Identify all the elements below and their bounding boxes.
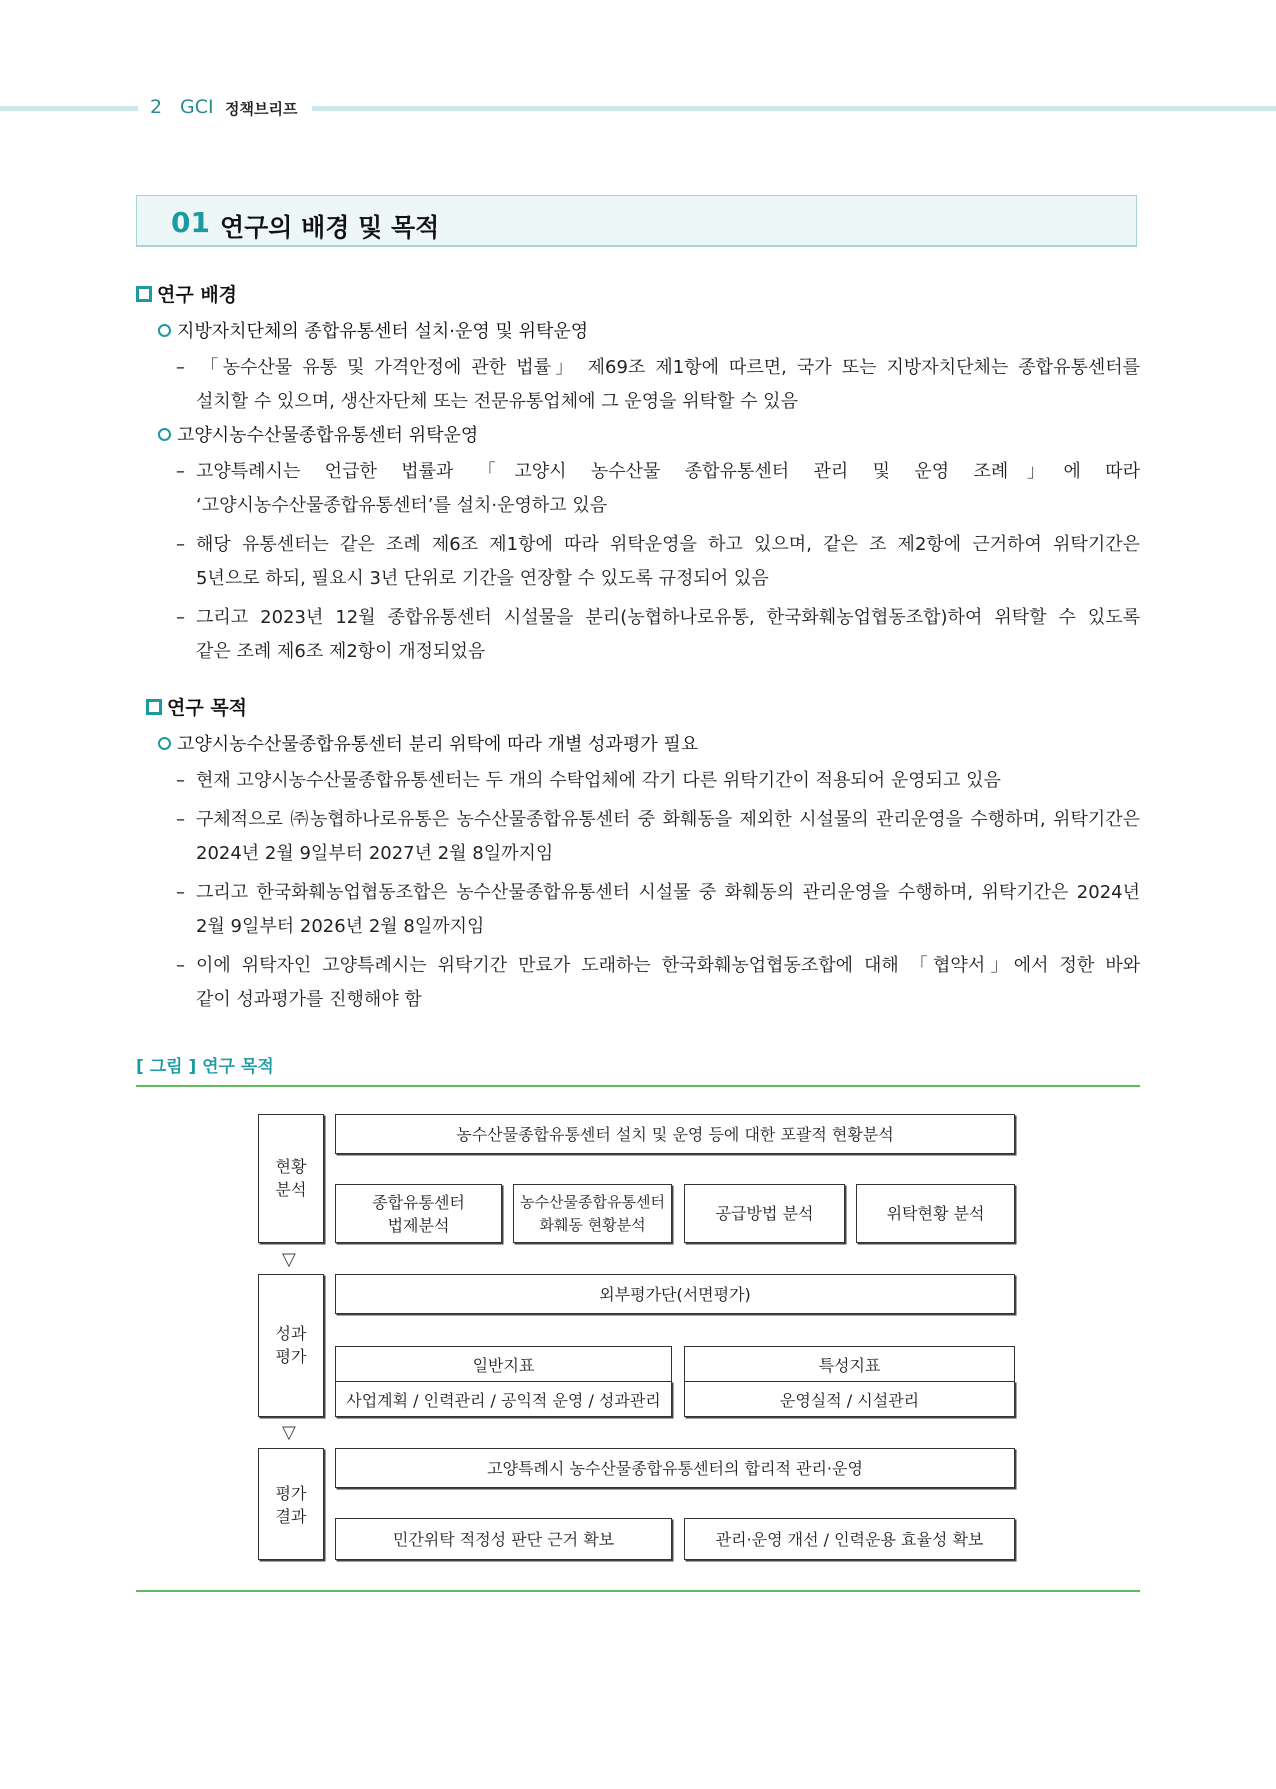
stage1-box-legal: 종합유통센터 법제분석 bbox=[335, 1184, 502, 1243]
purpose-item1-detail3: – 그리고 한국화훼농업협동조합은 농수산물종합유통센터 시설물 중 화훼동의 관리운영을 수행하며, 위탁기간은 2024년 2월 9일부터 2026년 2월 8일까지임 bbox=[176, 882, 1140, 937]
background-heading: 연구 배경 bbox=[157, 284, 238, 306]
down-arrow-icon: ▽ bbox=[282, 1422, 296, 1443]
stage3-box-validity: 민간위탁 적정성 판단 근거 확보 bbox=[335, 1518, 672, 1560]
figure-caption: [ 그림 ] 연구 목적 bbox=[136, 1057, 274, 1077]
special-indicator-title: 특성지표 bbox=[684, 1346, 1015, 1381]
stage1-top-box: 농수산물종합유통센터 설치 및 운영 등에 대한 포괄적 현황분석 bbox=[335, 1114, 1015, 1154]
stage1-label-box bbox=[258, 1114, 324, 1243]
special-indicator-items: 운영실적 / 시설관리 bbox=[684, 1381, 1015, 1417]
publication-label: 정책브리프 bbox=[225, 100, 298, 118]
purpose-item1-detail4: – 이에 위탁자인 고양특례시는 위탁기간 만료가 도래하는 한국화훼농업협동조합에 대해 「협약서」에서 정한 바와 같이 성과평가를 진행해야 함 bbox=[176, 955, 1140, 1010]
stage1-label: 현황 분석 bbox=[275, 1157, 307, 1199]
background-item1-detail1: – 「농수산물 유통 및 가격안정에 관한 법률」 제69조 제1항에 따르면, 국가 또는 지방자치단체는 종합유통센터를 설치할 수 있으며, 생산자단체 또는 전문유통업체에 그 운영을 위탁할 수 있음 bbox=[176, 357, 1140, 412]
figure-bottom-rule bbox=[136, 1590, 1140, 1592]
brand-label: GCI bbox=[180, 96, 214, 118]
purpose-item1-detail1: – 현재 고양시농수산물종합유통센터는 두 개의 수탁업체에 각기 다른 위탁기간이 적용되어 운영되고 있음 bbox=[176, 770, 1001, 791]
purpose-item1-title: 고양시농수산물종합유통센터 분리 위탁에 따라 개별 성과평가 필요 bbox=[158, 730, 698, 756]
general-indicator-title: 일반지표 bbox=[335, 1346, 672, 1381]
stage2-top-box: 외부평가단(서면평가) bbox=[335, 1274, 1015, 1314]
header-rule-right bbox=[312, 106, 1276, 111]
section-number: 01 bbox=[171, 206, 210, 239]
section-title: 연구의 배경 및 목적 bbox=[220, 213, 440, 242]
stage3-label-box bbox=[258, 1448, 324, 1560]
stage2-label: 성과 평가 bbox=[275, 1324, 307, 1366]
purpose-heading: 연구 목적 bbox=[167, 697, 248, 719]
header-rule-left bbox=[0, 106, 138, 111]
background-item2-detail2: – 해당 유통센터는 같은 조례 제6조 제1항에 따라 위탁운영을 하고 있으며, 같은 조 제2항에 근거하여 위탁기간은 5년으로 하되, 필요시 3년 단위로 기간을 연장할 수 있도록 규정되어 있음 bbox=[176, 534, 1140, 589]
background-item1-title: 지방자치단체의 종합유통센터 설치·운영 및 위탁운영 bbox=[158, 317, 588, 343]
stage1-box-entrust: 위탁현황 분석 bbox=[856, 1184, 1015, 1243]
stage1-box-supply: 공급방법 분석 bbox=[684, 1184, 845, 1243]
stage3-box-improvement: 관리·운영 개선 / 인력운용 효율성 확보 bbox=[684, 1518, 1015, 1560]
stage3-top-box: 고양특례시 농수산물종합유통센터의 합리적 관리·운영 bbox=[335, 1448, 1015, 1488]
bullet-circle-icon bbox=[158, 324, 171, 337]
general-indicator-items: 사업계획 / 인력관리 / 공익적 운영 / 성과관리 bbox=[335, 1381, 672, 1417]
page-number: 2 bbox=[150, 96, 163, 118]
heading-square-icon bbox=[136, 286, 152, 302]
bullet-circle-icon bbox=[158, 737, 171, 750]
bullet-circle-icon bbox=[158, 428, 171, 441]
background-item2-detail3: – 그리고 2023년 12월 종합유통센터 시설물을 분리(농협하나로유통, 한국화훼농업협동조합)하여 위탁할 수 있도록 같은 조례 제6조 제2항이 개정되었음 bbox=[176, 607, 1140, 662]
heading-square-icon bbox=[146, 699, 162, 715]
stage1-box-flower: 농수산물종합유통센터 화훼동 현황분석 bbox=[513, 1184, 672, 1243]
down-arrow-icon: ▽ bbox=[282, 1249, 296, 1270]
stage3-label: 평가 결과 bbox=[275, 1484, 307, 1526]
purpose-item1-detail2: – 구체적으로 ㈜농협하나로유통은 농수산물종합유통센터 중 화훼동을 제외한 시설물의 관리운영을 수행하며, 위탁기간은 2024년 2월 9일부터 2027년 2월 8일까지임 bbox=[176, 809, 1140, 864]
background-item2-detail1: – 고양특례시는 언급한 법률과 「고양시 농수산물 종합유통센터 관리 및 운영 조례」에 따라 ‘고양시농수산물종합유통센터’를 설치·운영하고 있음 bbox=[176, 461, 1140, 516]
section-title-box bbox=[136, 195, 1137, 247]
figure-top-rule bbox=[136, 1085, 1140, 1087]
stage2-label-box bbox=[258, 1274, 324, 1417]
background-item2-title: 고양시농수산물종합유통센터 위탁운영 bbox=[158, 421, 478, 447]
